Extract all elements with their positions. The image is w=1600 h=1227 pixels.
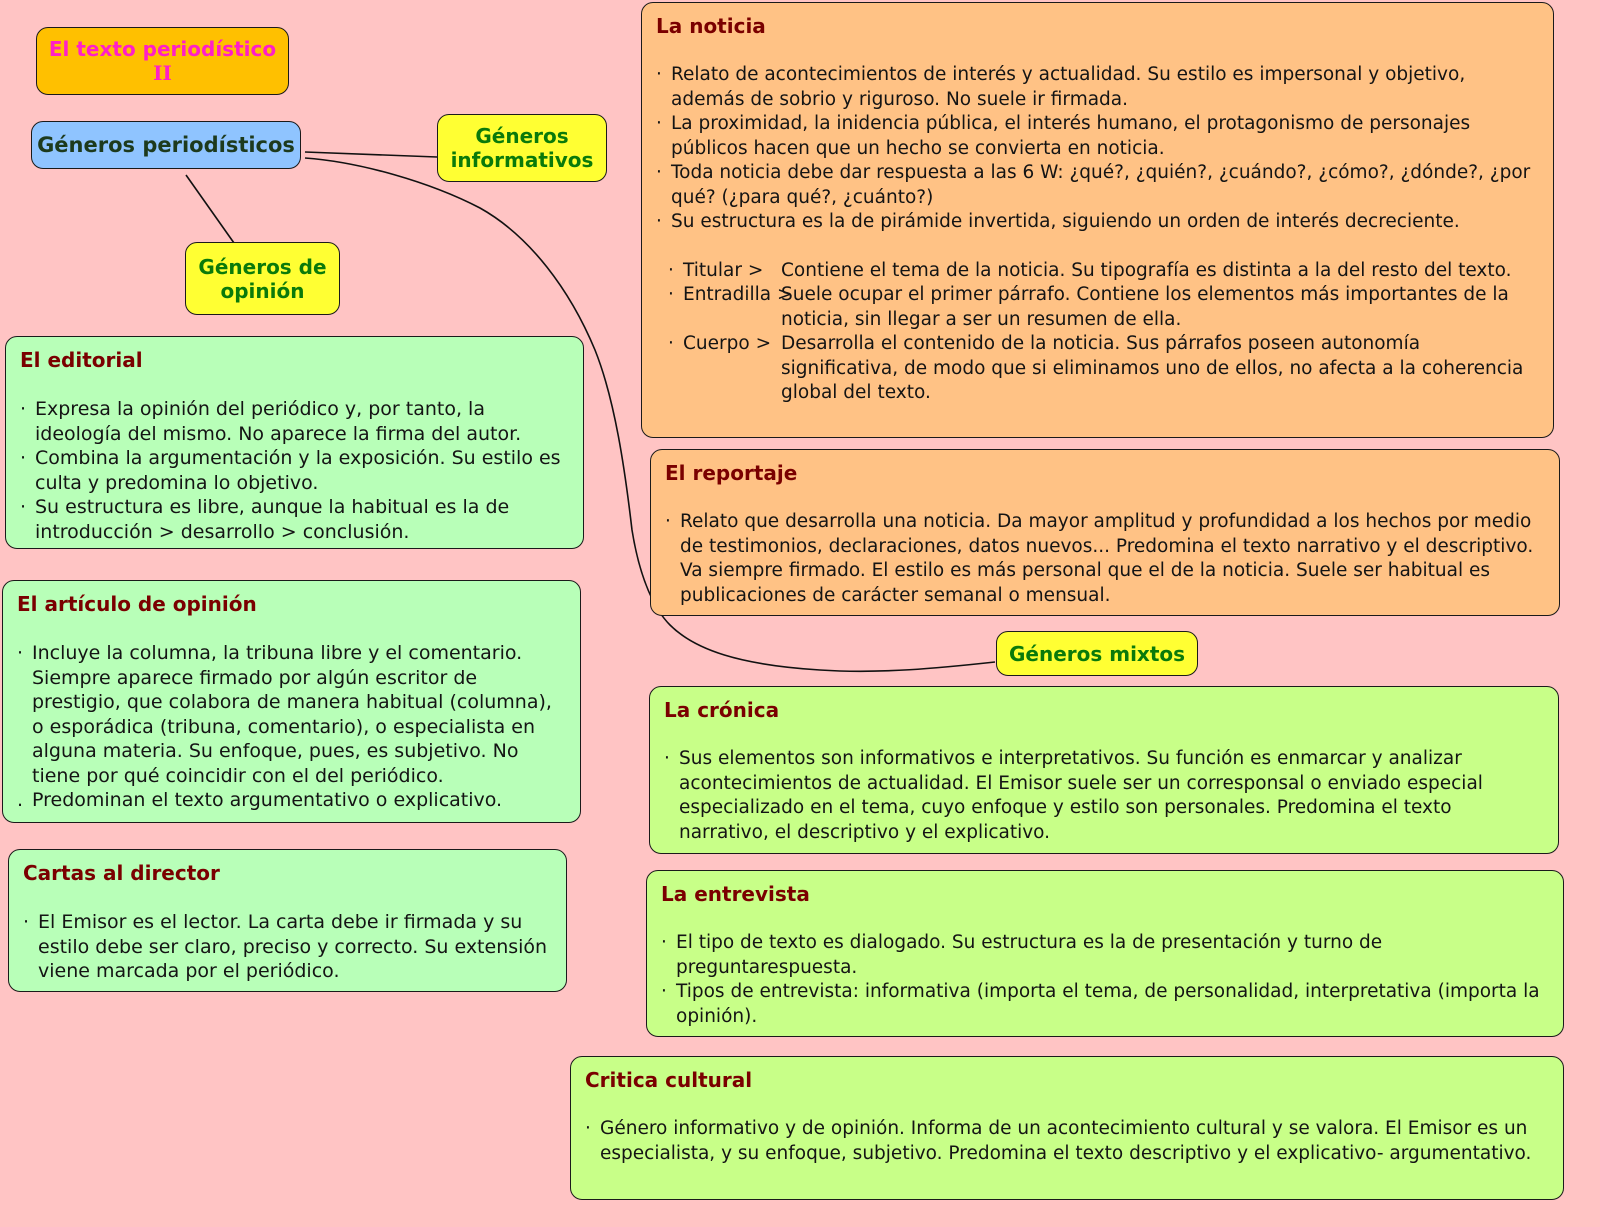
bullet-text: Incluye la columna, la tribuna libre y el comentario. Siempre aparece firmado por algún escritor de prestigio, que colabora de manera habitual (columna), o esporádica (tribuna, comentario), o especialista en alguna materia. Su enfoque, pues, es subjetivo. No tiene por qué coincidir con el del periódico. bbox=[32, 642, 552, 787]
bullet-text: Toda noticia debe dar respuesta a las 6 W: ¿qué?, ¿quién?, ¿cuándo?, ¿cómo?, ¿dónde?, ¿por qué? (¿para qué?, ¿cuánto?) bbox=[671, 162, 1531, 208]
part-text: Contiene el tema de la noticia. Su tipografía es distinta a la del resto del texto. bbox=[781, 259, 1512, 281]
bullet-item bbox=[661, 980, 1549, 1029]
bullet-dot: · bbox=[668, 259, 674, 281]
bullet-text: Relato de acontecimientos de interés y actualidad. Su estilo es impersonal y objetivo, además de sobrio y riguroso. No suele ir firmada. bbox=[671, 64, 1466, 110]
bullet-dot: · bbox=[661, 981, 667, 1002]
bullet-item bbox=[656, 63, 1539, 112]
part-label: Cuerpo > bbox=[683, 333, 772, 354]
bullet-dot: · bbox=[661, 932, 667, 953]
bullet-text: Predominan el texto argumentativo o explicativo. bbox=[32, 789, 503, 811]
bullet-dot: · bbox=[656, 162, 662, 183]
bullet-dot: · bbox=[668, 284, 674, 305]
bullet-text: Relato que desarrolla una noticia. Da mayor amplitud y profundidad a los hechos por medio de testimonios, declaraciones, datos nuevos... Predomina el texto narrativo y el descriptivo. Va siempre firmado. El estilo es más personal que el de la noticia. Suele ser habitual es publicaciones de carácter semanal o mensual. bbox=[680, 511, 1534, 606]
structure-part-titular bbox=[668, 259, 1539, 284]
card-la-entrevista bbox=[646, 870, 1564, 1037]
bullet-item bbox=[661, 931, 1549, 980]
bullet-dot: . bbox=[17, 789, 24, 811]
bullet-dot: · bbox=[20, 398, 27, 420]
card-title: Cartas al director bbox=[23, 861, 220, 885]
bullet-dot: · bbox=[20, 496, 27, 518]
part-text: Desarrolla el contenido de la noticia. Sus párrafos poseen autonomía significativa, de modo que si eliminamos uno de ellos, no afecta a la coherencia global del texto. bbox=[781, 333, 1524, 403]
bullet-text: El Emisor es el lector. La carta debe ir firmada y su estilo debe ser claro, preciso y correcto. Su extensión viene marcada por el periódico. bbox=[38, 911, 548, 982]
part-text: Suele ocupar el primer párrafo. Contiene los elementos más importantes de la noticia, sin llegar a ser un resumen de ella. bbox=[781, 284, 1509, 330]
category-label-line1: Géneros de bbox=[198, 254, 327, 279]
connector-root-informativos bbox=[305, 152, 437, 157]
root-node-generos-periodisticos[interactable] bbox=[31, 121, 301, 169]
bullet-text: Expresa la opinión del periódico y, por tanto, la ideología del mismo. No aparece la firma del autor. bbox=[35, 398, 522, 445]
bullet-text: Sus elementos son informativos e interpretativos. Su función es enmarcar y analizar acontecimientos de actualidad. El Emisor suele ser un corresponsal o enviado especial especializado en el tema, cuyo enfoque y estilo son personales. Predomina el texto narrativo, el descriptivo y el explicativo. bbox=[679, 748, 1483, 843]
bullet-dot: · bbox=[17, 642, 24, 664]
bullet-item bbox=[585, 1117, 1549, 1166]
bullet-dot: · bbox=[656, 211, 662, 232]
card-la-noticia bbox=[641, 2, 1554, 438]
structure-part-entradilla bbox=[668, 283, 1539, 332]
bullet-dot: · bbox=[23, 911, 30, 933]
category-generos-informativos[interactable] bbox=[437, 114, 607, 182]
card-el-reportaje bbox=[650, 449, 1560, 616]
bullet-item bbox=[20, 446, 569, 495]
card-la-cronica bbox=[649, 686, 1559, 854]
bullet-dot: · bbox=[20, 447, 27, 469]
category-generos-mixtos[interactable] bbox=[996, 631, 1198, 676]
part-label: Entradilla > bbox=[683, 284, 793, 305]
card-title: El editorial bbox=[20, 348, 143, 372]
bullet-text: La proximidad, la inidencia pública, el interés humano, el protagonismo de personajes públicos hacen que un hecho se convierta en noticia. bbox=[671, 113, 1471, 159]
bullet-text: Género informativo y de opinión. Informa de un acontecimiento cultural y se valora. El Emisor es un especialista, y su enfoque, subjetivo. Predomina el texto descriptivo y el explicativo- argumentativo. bbox=[600, 1118, 1532, 1164]
card-title: Critica cultural bbox=[585, 1068, 753, 1092]
card-critica-cultural bbox=[570, 1056, 1564, 1200]
bullet-item bbox=[664, 747, 1544, 845]
bullet-dot: · bbox=[585, 1118, 591, 1139]
bullet-item bbox=[20, 495, 569, 544]
card-title: La crónica bbox=[664, 698, 780, 722]
map-title-line2: II bbox=[153, 61, 172, 85]
card-cartas-al-director bbox=[8, 849, 567, 992]
bullet-item bbox=[656, 112, 1539, 161]
card-el-editorial bbox=[5, 336, 584, 549]
card-title: El artículo de opinión bbox=[17, 592, 257, 616]
bullet-dot: · bbox=[656, 113, 662, 134]
bullet-text: Su estructura es la de pirámide invertida, siguiendo un orden de interés decreciente. bbox=[671, 211, 1460, 232]
bullet-item bbox=[665, 510, 1545, 608]
bullet-text: Su estructura es libre, aunque la habitual es la de introducción > desarrollo > conclusión. bbox=[35, 496, 510, 543]
category-label-line1: Géneros bbox=[475, 124, 569, 148]
bullet-item bbox=[20, 397, 569, 446]
category-generos-opinion[interactable] bbox=[185, 242, 340, 315]
bullet-item bbox=[17, 641, 566, 788]
category-label-line2: informativos bbox=[450, 148, 594, 172]
connector-root-opinion bbox=[186, 175, 234, 243]
bullet-item bbox=[656, 210, 1539, 235]
root-node-label: Géneros periodísticos bbox=[37, 133, 295, 157]
bullet-dot: · bbox=[656, 64, 662, 85]
category-label-line2: opinión bbox=[220, 278, 305, 303]
bullet-item bbox=[656, 161, 1539, 210]
bullet-text: Combina la argumentación y la exposición. Su estilo es culta y predomina lo objetivo. bbox=[35, 447, 561, 494]
bullet-item bbox=[23, 910, 552, 984]
map-title-line1: El texto periodístico bbox=[48, 37, 277, 61]
card-title: El reportaje bbox=[665, 461, 798, 485]
bullet-dot: · bbox=[665, 511, 671, 532]
spacer bbox=[656, 235, 1539, 259]
bullet-dot: · bbox=[668, 333, 674, 354]
category-label: Géneros mixtos bbox=[1008, 641, 1186, 666]
structure-part-cuerpo bbox=[668, 332, 1539, 406]
card-el-articulo-de-opinion bbox=[2, 580, 581, 823]
bullet-dot: · bbox=[664, 748, 670, 769]
card-title: La noticia bbox=[656, 14, 766, 38]
bullet-text: Tipos de entrevista: informativa (importa el tema, de personalidad, interpretativa (importa la opinión). bbox=[676, 981, 1540, 1027]
bullet-item bbox=[17, 788, 566, 813]
map-title bbox=[36, 27, 289, 95]
card-title: La entrevista bbox=[661, 882, 810, 906]
bullet-text: El tipo de texto es dialogado. Su estructura es la de presentación y turno de preguntarespuesta. bbox=[676, 932, 1383, 978]
part-label: Titular > bbox=[683, 259, 764, 281]
